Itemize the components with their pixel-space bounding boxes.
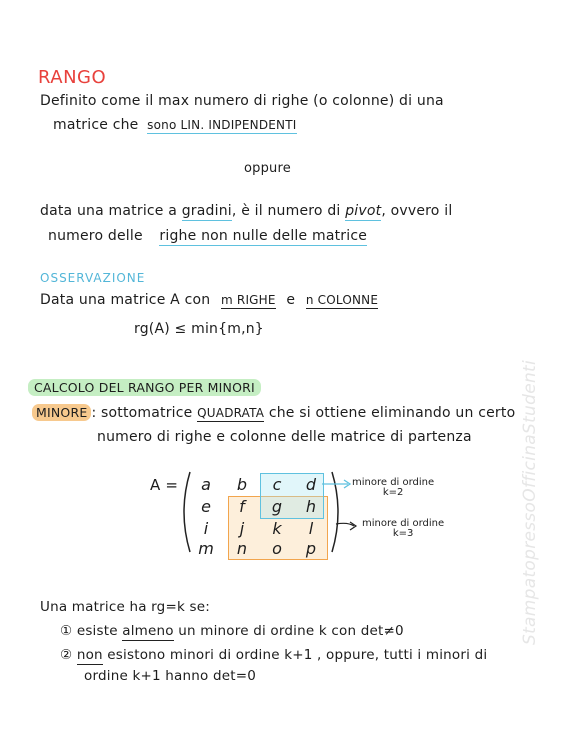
lin-indipendenti-term: sono LIN. INDIPENDENTI: [147, 118, 297, 132]
minor-k3-note: [362, 518, 444, 539]
matrix-cell: m: [198, 539, 214, 558]
matrix-cell: d: [305, 475, 317, 494]
minore-definition-line-2: numero di righe e colonne delle matrice di partenza: [97, 429, 472, 445]
minore-def-c: che si ottiene eliminando un certo: [268, 405, 516, 421]
oppure-text: oppure: [244, 161, 291, 176]
definition-line-3-a: data una matrice a: [40, 203, 178, 219]
matrix-cell: f: [239, 497, 245, 516]
matrix-cell: g: [271, 497, 283, 516]
matrix-cell: b: [236, 475, 248, 494]
quadrata-term: QUADRATA: [197, 406, 265, 420]
pivot-term: pivot: [345, 203, 382, 219]
righe-non-nulle-term: righe non nulle delle matrice: [159, 228, 368, 244]
minor-k2-order: k=2: [382, 487, 404, 498]
calcolo-heading: CALCOLO DEL RANGO PER MINORI: [28, 379, 261, 396]
definition-line-1: Definito come il max numero di righe (o colonne) di una: [40, 93, 444, 109]
matrix-cell: l: [308, 519, 314, 538]
arrow-k3-line: [336, 523, 354, 526]
n-colonne-term: n COLONNE: [305, 293, 379, 307]
gradini-term: gradini: [181, 203, 232, 219]
matrix-cell: h: [305, 497, 317, 516]
matrix-cell: o: [272, 539, 282, 558]
m-righe-term: m RIGHE: [221, 293, 276, 307]
condition-2-number: ②: [60, 647, 73, 663]
definition-line-4-a: numero delle: [48, 228, 143, 244]
minore-definition-line-1: [32, 405, 515, 421]
definition-line-3: [40, 203, 452, 219]
osservazione-line: [40, 292, 378, 308]
page-title: RANGO: [38, 67, 107, 88]
matrix-cell: p: [305, 539, 317, 558]
rank-condition-1: [60, 623, 404, 639]
rank-condition-2: [60, 647, 487, 663]
matrix-cell: a: [201, 475, 211, 494]
left-bracket: [184, 472, 190, 552]
matrix-cell: i: [203, 519, 209, 538]
definition-line-3-c: , è il numero di: [231, 203, 341, 219]
matrix-cell: n: [236, 539, 248, 558]
definition-line-2: [53, 117, 297, 133]
minore-label: MINORE: [32, 404, 91, 421]
osservazione-heading: OSSERVAZIONE: [40, 271, 146, 285]
rank-condition-2-line-2: ordine k+1 hanno det=0: [84, 668, 257, 684]
osservazione-line-c: e: [286, 292, 296, 308]
non-term: non: [76, 647, 103, 663]
matrix-label: A =: [150, 476, 179, 494]
osservazione-line-a: Data una matrice A con: [40, 292, 211, 308]
definition-line-4: [48, 228, 367, 244]
definition-line-2-text: matrice che: [53, 117, 139, 133]
minor-k3-order: k=3: [392, 528, 414, 539]
condition-1-number: ①: [60, 623, 73, 639]
minor-k3-note-text: minore di ordine: [362, 518, 445, 529]
condition-1-a: esiste: [76, 623, 118, 639]
matrix-cell: e: [201, 497, 211, 516]
definition-line-3-e: , ovvero il: [381, 203, 453, 219]
almeno-term: almeno: [122, 623, 174, 639]
rank-conditions-intro: Una matrice ha rg=k se:: [40, 599, 210, 615]
condition-1-c: un minore di ordine k con det≠0: [178, 623, 404, 639]
condition-2-b: esistono minori di ordine k+1 , oppure, tutti i minori di: [107, 647, 488, 663]
calcolo-heading-wrap: [28, 380, 261, 395]
minor-k2-note-text: minore di ordine: [352, 477, 435, 488]
matrix-cell: j: [239, 519, 245, 538]
matrix-cell: c: [272, 475, 282, 494]
rank-inequality: rg(A) ≤ min{m,n}: [134, 321, 264, 337]
watermark: StampatopressoOfficinaStudenti: [520, 359, 540, 645]
minor-k2-note: [352, 477, 434, 498]
minore-def-a: : sottomatrice: [91, 405, 193, 421]
matrix-cell: k: [272, 519, 282, 538]
